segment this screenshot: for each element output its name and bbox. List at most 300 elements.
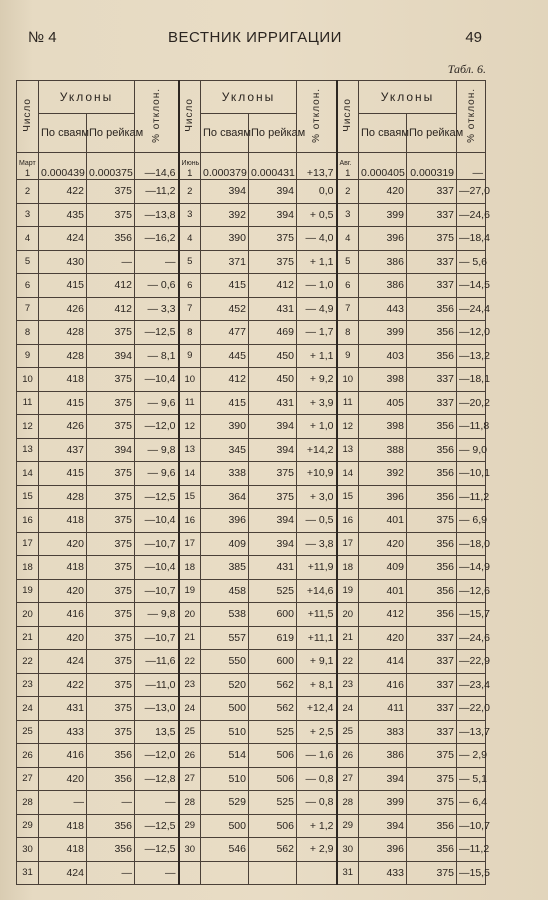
- day-cell: [17, 744, 39, 768]
- day-value: 2: [345, 185, 351, 197]
- table-row: [17, 415, 486, 439]
- deviation-cell: — 0,6: [135, 274, 179, 298]
- day-value: 15: [342, 491, 354, 503]
- day-cell: [17, 391, 39, 415]
- table-row: [17, 579, 486, 603]
- deviation-cell: —11,6: [135, 650, 179, 674]
- rod-slope-cell: 375: [87, 579, 135, 603]
- rod-slope-cell: 356: [407, 838, 457, 862]
- rod-slope-cell: 375: [87, 720, 135, 744]
- pile-slope-cell: 411: [359, 697, 407, 721]
- rod-slope-cell: 375: [87, 603, 135, 627]
- deviation-cell: —12,0: [135, 744, 179, 768]
- pile-slope-cell: 394: [359, 767, 407, 791]
- day-value: 3: [24, 209, 31, 221]
- issue-number: № 4: [28, 29, 57, 46]
- deviation-cell: 0,0: [297, 180, 337, 204]
- pile-slope-cell: 424: [39, 861, 87, 885]
- deviation-cell: —12,6: [457, 579, 486, 603]
- day-value: 15: [22, 491, 33, 503]
- day-cell: [179, 227, 201, 251]
- day-value: 27: [342, 773, 354, 785]
- deviation-cell: — 4,0: [297, 227, 337, 251]
- pile-slope-cell: 420: [359, 626, 407, 650]
- pile-slope-cell: 399: [359, 321, 407, 345]
- day-value: 23: [342, 679, 354, 691]
- rod-slope-cell: 375: [249, 250, 297, 274]
- pile-slope-cell: 435: [39, 203, 87, 227]
- deviation-cell: —12,0: [457, 321, 486, 345]
- rod-slope-cell: 375: [87, 556, 135, 580]
- deviation-cell: — 9,8: [135, 603, 179, 627]
- day-cell: [17, 297, 39, 321]
- day-cell: [179, 180, 201, 204]
- day-cell: [337, 391, 359, 415]
- day-value: 25: [22, 726, 33, 738]
- table-row: [17, 791, 486, 815]
- pile-slope-cell: 428: [39, 321, 87, 345]
- day-cell: [337, 462, 359, 486]
- day-value: 18: [22, 561, 33, 573]
- pile-slope-cell: 445: [201, 344, 249, 368]
- rod-slope-cell: 356: [407, 814, 457, 838]
- rod-slope-cell: 394: [249, 180, 297, 204]
- deviation-cell: — 3,3: [135, 297, 179, 321]
- day-cell: [17, 250, 39, 274]
- day-value: 9: [345, 350, 351, 362]
- day-value: 30: [184, 843, 196, 855]
- rod-slope-cell: 375: [407, 509, 457, 533]
- deviation-cell: —12,0: [135, 415, 179, 439]
- deviation-cell: —13,7: [457, 720, 486, 744]
- day-value: 7: [24, 303, 31, 315]
- pile-slope-cell: 510: [201, 720, 249, 744]
- day-value: 5: [24, 256, 31, 268]
- pile-slope-cell: 422: [39, 180, 87, 204]
- header-row-sub: [17, 114, 486, 153]
- deviation-cell: —: [135, 861, 179, 885]
- deviation-cell: —16,2: [135, 227, 179, 251]
- pile-slope-cell: 414: [359, 650, 407, 674]
- rod-slope-cell: 412: [249, 274, 297, 298]
- deviation-cell: —18,1: [457, 368, 486, 392]
- pile-slope-cell: 398: [359, 415, 407, 439]
- rod-slope-cell: 600: [249, 603, 297, 627]
- day-cell: [337, 697, 359, 721]
- page-header: [28, 29, 482, 51]
- rod-slope-cell: 356: [407, 603, 457, 627]
- rod-slope-cell: 0.000431: [249, 153, 297, 180]
- rod-slope-cell: 506: [249, 814, 297, 838]
- deviation-cell: +12,4: [297, 697, 337, 721]
- day-cell: [179, 626, 201, 650]
- day-cell: [17, 861, 39, 885]
- pile-slope-cell: 415: [201, 274, 249, 298]
- day-value: 3: [345, 209, 351, 221]
- day-value: 18: [184, 561, 196, 573]
- day-value: 30: [342, 843, 354, 855]
- rod-slope-cell: 337: [407, 250, 457, 274]
- deviation-cell: —18,4: [457, 227, 486, 251]
- table-row: [17, 297, 486, 321]
- deviation-cell: — 1,0: [297, 274, 337, 298]
- table-row: [17, 744, 486, 768]
- rod-slope-cell: 375: [87, 180, 135, 204]
- rod-slope-cell: 375: [407, 227, 457, 251]
- deviation-cell: — 1,6: [297, 744, 337, 768]
- rod-slope-cell: 337: [407, 203, 457, 227]
- deviation-cell: — 9,6: [135, 391, 179, 415]
- pile-slope-cell: 394: [201, 180, 249, 204]
- day-value: 24: [22, 702, 33, 714]
- day-value: 31: [22, 867, 33, 879]
- table-label: Табл. 6.: [447, 62, 486, 76]
- day-value: 13: [184, 444, 196, 456]
- pile-slope-cell: 394: [359, 814, 407, 838]
- day-cell: [179, 344, 201, 368]
- day-cell: [337, 368, 359, 392]
- rod-slope-cell: 337: [407, 673, 457, 697]
- pile-slope-cell: 415: [201, 391, 249, 415]
- day-cell: [179, 744, 201, 768]
- deviation-cell: —12,5: [135, 814, 179, 838]
- rod-slope-cell: 356: [407, 438, 457, 462]
- slopes-header: Уклоны: [39, 81, 135, 114]
- day-header: Число: [179, 81, 201, 153]
- day-value: 19: [342, 585, 354, 597]
- day-cell: [17, 532, 39, 556]
- day-cell: [179, 556, 201, 580]
- day-cell: [337, 344, 359, 368]
- day-value: 27: [184, 773, 196, 785]
- day-cell: [179, 415, 201, 439]
- day-value: 14: [184, 467, 196, 479]
- pile-slope-cell: 510: [201, 767, 249, 791]
- day-cell: [337, 720, 359, 744]
- deviation-cell: + 9,2: [297, 368, 337, 392]
- rod-slope-cell: 375: [407, 861, 457, 885]
- pile-slope-cell: 388: [359, 438, 407, 462]
- deviation-cell: — 4,9: [297, 297, 337, 321]
- piles-header: По сваям: [201, 114, 249, 153]
- rod-slope-cell: 562: [249, 838, 297, 862]
- rod-slope-cell: 394: [249, 415, 297, 439]
- day-value: 8: [187, 326, 193, 338]
- day-value: 5: [187, 256, 193, 268]
- rod-slope-cell: 337: [407, 180, 457, 204]
- day-value: 29: [22, 820, 33, 832]
- pile-slope-cell: 418: [39, 556, 87, 580]
- day-value: 14: [342, 467, 354, 479]
- pile-slope-cell: 0.000439: [39, 153, 87, 180]
- rod-slope-cell: 375: [87, 391, 135, 415]
- day-value: 13: [342, 444, 354, 456]
- day-value: 12: [184, 420, 196, 432]
- table-row: [17, 650, 486, 674]
- day-value: 6: [187, 279, 193, 291]
- deviation-cell: —12,8: [135, 767, 179, 791]
- day-value: 20: [342, 608, 354, 620]
- deviation-cell: +11,1: [297, 626, 337, 650]
- pile-slope-cell: 426: [39, 297, 87, 321]
- day-cell: [337, 650, 359, 674]
- table-row: [17, 180, 486, 204]
- rod-slope-cell: 375: [249, 485, 297, 509]
- rod-slope-cell: 394: [87, 344, 135, 368]
- pile-slope-cell: 418: [39, 509, 87, 533]
- rod-slope-cell: 337: [407, 697, 457, 721]
- slopes-header: Уклоны: [359, 81, 457, 114]
- pile-slope-cell: 396: [359, 838, 407, 862]
- deviation-cell: —13,8: [135, 203, 179, 227]
- rod-slope-cell: 375: [407, 791, 457, 815]
- deviation-cell: — 9,8: [135, 438, 179, 462]
- day-cell: [337, 180, 359, 204]
- deviation-cell: —10,4: [135, 556, 179, 580]
- rod-slope-cell: 356: [407, 556, 457, 580]
- deviation-cell: —11,2: [135, 180, 179, 204]
- pile-slope-cell: 538: [201, 603, 249, 627]
- deviation-cell: — 9,6: [135, 462, 179, 486]
- day-cell: [17, 556, 39, 580]
- pile-slope-cell: 420: [39, 626, 87, 650]
- table-row: [17, 321, 486, 345]
- day-value: 25: [342, 726, 354, 738]
- deviation-cell: +10,9: [297, 462, 337, 486]
- rod-slope-cell: 375: [87, 673, 135, 697]
- pile-slope-cell: 364: [201, 485, 249, 509]
- deviation-header: % отклон.: [297, 81, 337, 153]
- day-value: 11: [22, 397, 33, 409]
- pile-slope-cell: 433: [39, 720, 87, 744]
- day-value: 17: [22, 538, 33, 550]
- rod-slope-cell: 450: [249, 344, 297, 368]
- day-value: 28: [342, 796, 354, 808]
- pile-slope-cell: 396: [359, 485, 407, 509]
- day-value: 7: [345, 303, 351, 315]
- deviation-cell: —14,9: [457, 556, 486, 580]
- day-cell: [337, 203, 359, 227]
- rod-slope-cell: 356: [87, 814, 135, 838]
- table-row: [17, 462, 486, 486]
- deviation-cell: —10,4: [135, 368, 179, 392]
- table-row: [17, 697, 486, 721]
- day-cell: [17, 344, 39, 368]
- deviation-cell: —12,5: [135, 485, 179, 509]
- day-value: 4: [24, 232, 31, 244]
- day-cell: [17, 579, 39, 603]
- day-cell: [179, 650, 201, 674]
- day-value: 11: [342, 397, 353, 409]
- rod-slope-cell: 356: [407, 485, 457, 509]
- day-value: 17: [184, 538, 196, 550]
- deviation-cell: —10,7: [135, 626, 179, 650]
- day-cell: [179, 485, 201, 509]
- day-value: 1: [187, 168, 193, 179]
- pile-slope-cell: 430: [39, 250, 87, 274]
- pile-slope-cell: 424: [39, 227, 87, 251]
- day-value: 23: [22, 679, 33, 691]
- pile-slope-cell: 401: [359, 509, 407, 533]
- day-value: 16: [22, 514, 33, 526]
- rod-slope-cell: 356: [407, 321, 457, 345]
- day-value: 7: [187, 303, 193, 315]
- rod-slope-cell: 375: [249, 227, 297, 251]
- day-cell: [17, 673, 39, 697]
- rod-slope-cell: 394: [87, 438, 135, 462]
- day-cell: [337, 861, 359, 885]
- rods-header: По рейкам: [87, 114, 135, 153]
- deviation-cell: + 1,1: [297, 250, 337, 274]
- pile-slope-cell: 418: [39, 368, 87, 392]
- deviation-cell: —14,6: [135, 153, 179, 180]
- rod-slope-cell: 356: [407, 415, 457, 439]
- deviation-cell: + 3,0: [297, 485, 337, 509]
- deviation-cell: —14,5: [457, 274, 486, 298]
- day-value: 8: [24, 326, 31, 338]
- deviation-cell: + 1,2: [297, 814, 337, 838]
- pile-slope-cell: 403: [359, 344, 407, 368]
- pile-slope-cell: 392: [201, 203, 249, 227]
- day-value: 11: [184, 397, 195, 409]
- deviation-header: % отклон.: [457, 81, 486, 153]
- deviation-cell: — 6,4: [457, 791, 486, 815]
- deviation-cell: —10,7: [457, 814, 486, 838]
- pile-slope-cell: 405: [359, 391, 407, 415]
- day-cell: [337, 509, 359, 533]
- day-value: 21: [342, 632, 354, 644]
- table-row: [17, 626, 486, 650]
- deviation-header: % отклон.: [135, 81, 179, 153]
- pile-slope-cell: 392: [359, 462, 407, 486]
- deviation-cell: + 3,9: [297, 391, 337, 415]
- day-value: 5: [345, 256, 351, 268]
- deviation-cell: —10,7: [135, 532, 179, 556]
- rod-slope-cell: 375: [407, 767, 457, 791]
- day-value: 22: [22, 655, 33, 667]
- day-value: 16: [342, 514, 354, 526]
- rods-header: По рейкам: [249, 114, 297, 153]
- pile-slope-cell: 416: [359, 673, 407, 697]
- deviation-cell: — 0,8: [297, 791, 337, 815]
- pile-slope-cell: 420: [39, 579, 87, 603]
- day-cell: [337, 579, 359, 603]
- pile-slope-cell: 399: [359, 791, 407, 815]
- deviation-cell: —11,0: [135, 673, 179, 697]
- pile-slope-cell: 371: [201, 250, 249, 274]
- deviation-cell: + 0,5: [297, 203, 337, 227]
- day-cell: [17, 791, 39, 815]
- day-cell: [17, 227, 39, 251]
- day-cell: [179, 532, 201, 556]
- rod-slope-cell: 394: [249, 509, 297, 533]
- deviation-cell: +14,6: [297, 579, 337, 603]
- deviation-cell: [297, 861, 337, 885]
- day-cell: [179, 274, 201, 298]
- rod-slope-cell: 375: [87, 697, 135, 721]
- rod-slope-cell: 394: [249, 438, 297, 462]
- rod-slope-cell: 506: [249, 767, 297, 791]
- pile-slope-cell: 412: [359, 603, 407, 627]
- day-value: 14: [22, 467, 33, 479]
- day-cell: [179, 250, 201, 274]
- pile-slope-cell: 0.000379: [201, 153, 249, 180]
- pile-slope-cell: 412: [201, 368, 249, 392]
- rod-slope-cell: 356: [87, 227, 135, 251]
- table-row: [17, 250, 486, 274]
- day-cell: [17, 814, 39, 838]
- day-value: 3: [187, 209, 193, 221]
- table-row: [17, 203, 486, 227]
- pile-slope-cell: 416: [39, 744, 87, 768]
- day-cell: [17, 650, 39, 674]
- day-value: 30: [22, 843, 33, 855]
- day-value: 29: [184, 820, 196, 832]
- month-label: Авг.: [339, 160, 352, 167]
- day-cell: [337, 838, 359, 862]
- table-row: [17, 838, 486, 862]
- table-row: [17, 814, 486, 838]
- deviation-cell: —24,4: [457, 297, 486, 321]
- day-cell: [17, 509, 39, 533]
- rod-slope-cell: 375: [87, 509, 135, 533]
- day-value: 24: [342, 702, 354, 714]
- rods-header: По рейкам: [407, 114, 457, 153]
- deviation-cell: — 8,1: [135, 344, 179, 368]
- pile-slope-cell: 409: [201, 532, 249, 556]
- deviation-cell: — 3,8: [297, 532, 337, 556]
- day-value: 19: [22, 585, 33, 597]
- deviation-cell: —13,0: [135, 697, 179, 721]
- day-value: 12: [342, 420, 354, 432]
- day-cell: [179, 368, 201, 392]
- pile-slope-cell: 477: [201, 321, 249, 345]
- rod-slope-cell: 394: [249, 203, 297, 227]
- day-cell: [17, 203, 39, 227]
- rod-slope-cell: 394: [249, 532, 297, 556]
- deviation-cell: + 9,1: [297, 650, 337, 674]
- day-cell: [179, 203, 201, 227]
- rod-slope-cell: 375: [249, 462, 297, 486]
- day-header: Число: [17, 81, 39, 153]
- day-cell: [17, 767, 39, 791]
- pile-slope-cell: 345: [201, 438, 249, 462]
- rod-slope-cell: —: [87, 791, 135, 815]
- day-cell: [17, 415, 39, 439]
- rod-slope-cell: 337: [407, 650, 457, 674]
- rod-slope-cell: 0.000375: [87, 153, 135, 180]
- pile-slope-cell: 386: [359, 250, 407, 274]
- deviation-cell: —12,5: [135, 838, 179, 862]
- table-row: [17, 391, 486, 415]
- table-row: [17, 861, 486, 885]
- deviation-cell: —10,1: [457, 462, 486, 486]
- day-cell: [17, 321, 39, 345]
- deviation-cell: — 2,9: [457, 744, 486, 768]
- rod-slope-cell: 375: [87, 650, 135, 674]
- day-value: 21: [22, 632, 33, 644]
- day-value: 4: [187, 232, 193, 244]
- day-cell: [179, 391, 201, 415]
- deviation-cell: — 0,8: [297, 767, 337, 791]
- pile-slope-cell: 415: [39, 391, 87, 415]
- deviation-cell: — 5,6: [457, 250, 486, 274]
- day-cell: [179, 603, 201, 627]
- pile-slope-cell: 520: [201, 673, 249, 697]
- rod-slope-cell: 356: [407, 297, 457, 321]
- day-value: 10: [342, 373, 354, 385]
- day-value: 4: [345, 232, 351, 244]
